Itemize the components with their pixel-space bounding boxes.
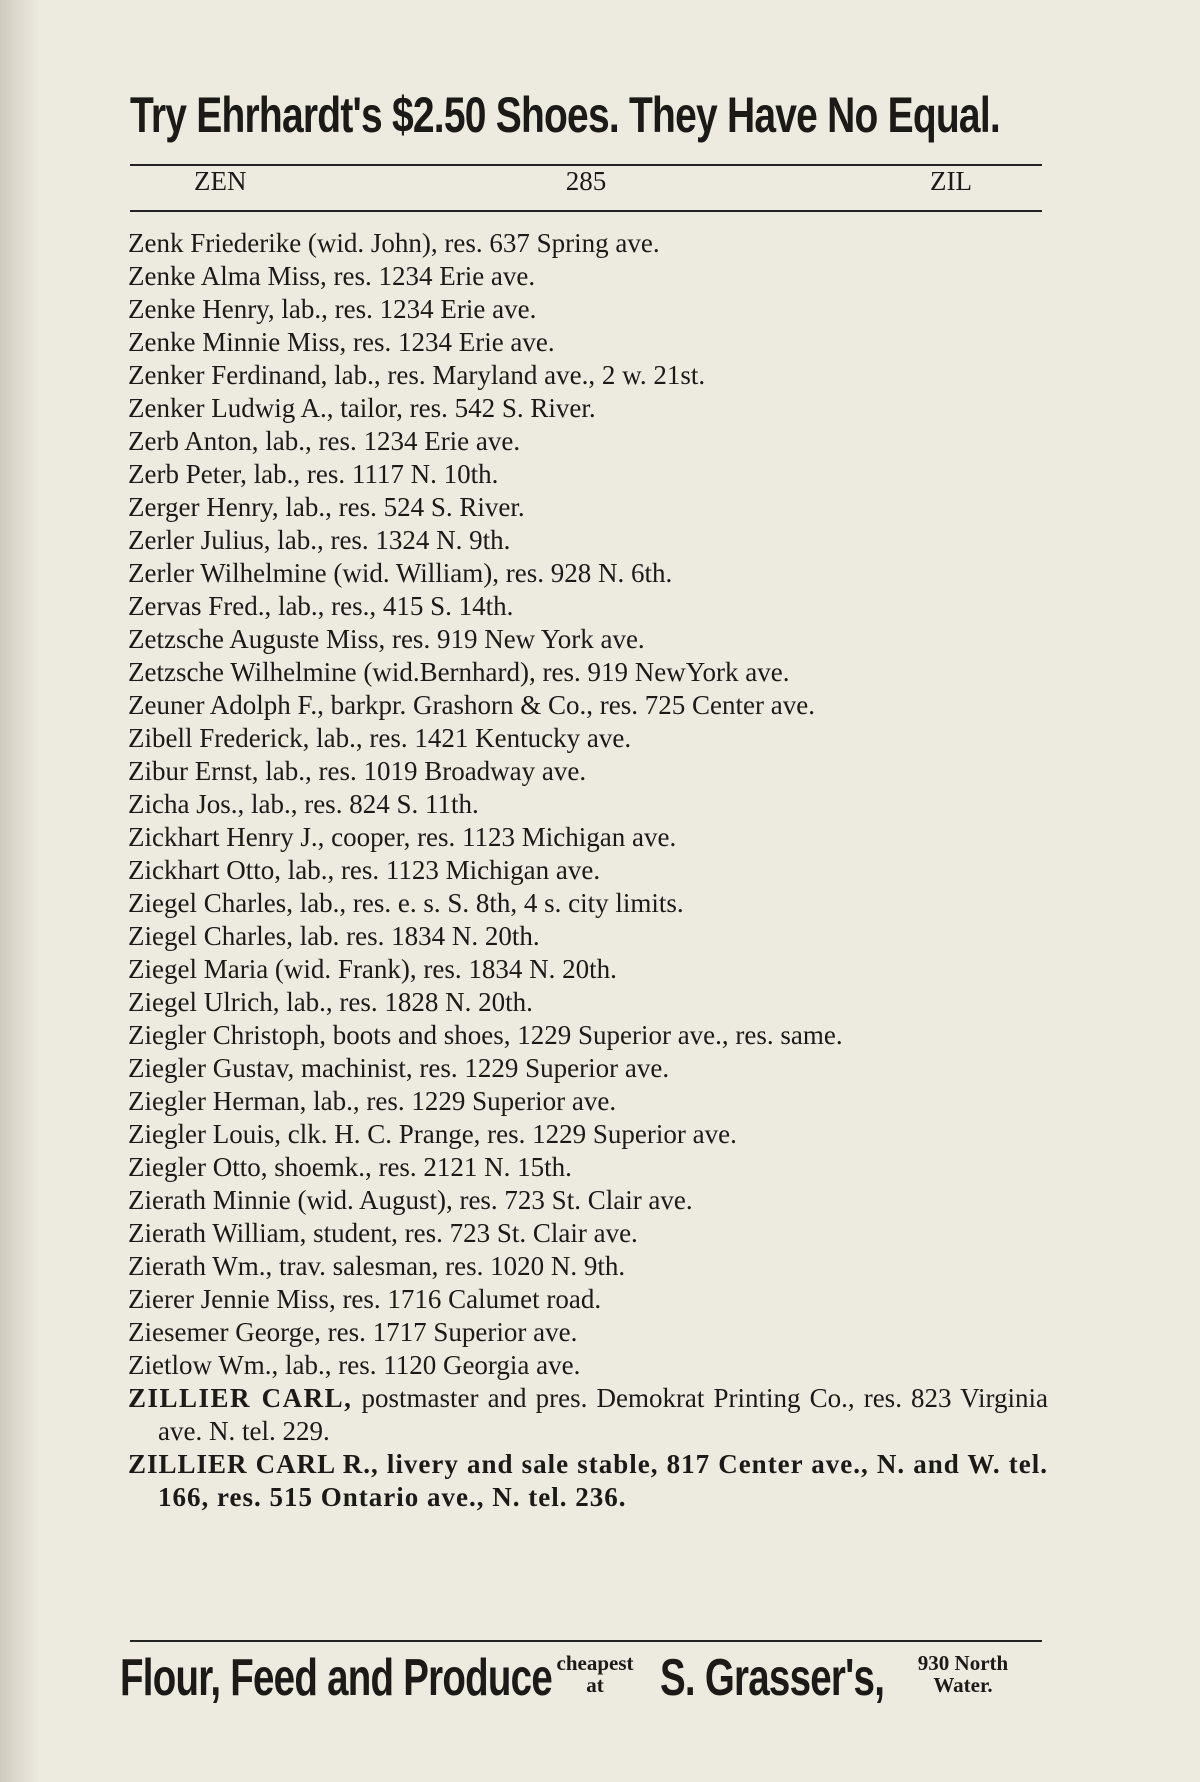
directory-entry: Zierer Jennie Miss, res. 1716 Calumet road. (128, 1284, 602, 1314)
directory-entry: Zibur Ernst, lab., res. 1019 Broadway ave. (128, 756, 587, 786)
bottom-advertisement-banner (120, 1648, 1080, 1708)
footer-ad-address (888, 1652, 1038, 1696)
directory-entry: Zierath Minnie (wid. August), res. 723 St. Clair ave. (128, 1185, 693, 1215)
directory-entry: Zerger Henry, lab., res. 524 S. River. (128, 492, 525, 522)
page-edge-shadow (0, 0, 40, 1782)
directory-entry: Ziegler Gustav, machinist, res. 1229 Superior ave. (128, 1053, 670, 1083)
directory-entry: Zierath Wm., trav. salesman, res. 1020 N. 9th. (128, 1251, 626, 1281)
entry-name-bold: ZILLIER CARL, (128, 1383, 353, 1413)
directory-entry: Zetzsche Wilhelmine (wid.Bernhard), res. 919 NewYork ave. (128, 657, 790, 687)
directory-entry: Zeuner Adolph F., barkpr. Grashorn & Co., res. 725 Center ave. (128, 690, 815, 720)
top-advertisement-banner: Try Ehrhardt's $2.50 Shoes. They Have No Equal. (130, 87, 1000, 143)
left-guide-word: ZEN (194, 166, 247, 196)
directory-entry: Zickhart Henry J., cooper, res. 1123 Michigan ave. (128, 822, 677, 852)
right-guide-word: ZIL (930, 166, 972, 196)
footer-ad-small-left (530, 1652, 660, 1696)
entry-details: postmaster and pres. Demokrat Printing Co., res. 823 Virginia ave. N. tel. 229. (158, 1383, 1049, 1446)
directory-entry: Ziegel Charles, lab. res. 1834 N. 20th. (128, 921, 540, 951)
directory-entry: Ziegel Ulrich, lab., res. 1828 N. 20th. (128, 987, 533, 1017)
footer-ad-address-line1: 930 North (917, 1651, 1009, 1675)
directory-entry: Ziegel Maria (wid. Frank), res. 1834 N. 20th. (128, 954, 617, 984)
header-rule-bottom (130, 210, 1042, 212)
directory-entry: Zickhart Otto, lab., res. 1123 Michigan ave. (128, 855, 601, 885)
running-head (130, 166, 1042, 202)
footer-ad-cheapest: cheapest (556, 1651, 634, 1675)
directory-entry: Zietlow Wm., lab., res. 1120 Georgia ave. (128, 1350, 581, 1380)
directory-entry: Zerb Peter, lab., res. 1117 N. 10th. (128, 459, 499, 489)
directory-entry: Ziegler Herman, lab., res. 1229 Superior ave. (128, 1086, 617, 1116)
directory-entry: Zerb Anton, lab., res. 1234 Erie ave. (128, 426, 521, 456)
directory-entry: Zenke Henry, lab., res. 1234 Erie ave. (128, 294, 537, 324)
directory-entry: Zerler Julius, lab., res. 1324 N. 9th. (128, 525, 511, 555)
directory-entry: Ziegel Charles, lab., res. e. s. S. 8th, 4 s. city limits. (128, 888, 684, 918)
directory-entry: Zierath William, student, res. 723 St. Clair ave. (128, 1218, 638, 1248)
directory-entry: Zenker Ludwig A., tailor, res. 542 S. River. (128, 393, 596, 423)
footer-ad-merchant-name: S. Grasser's, (660, 1649, 885, 1707)
directory-entry: Zetzsche Auguste Miss, res. 919 New York ave. (128, 624, 645, 654)
directory-entries (128, 227, 1048, 1514)
page-number: 285 (565, 166, 607, 196)
footer-ad-left-text: Flour, Feed and Produce (120, 1649, 552, 1707)
directory-entry: Ziegler Otto, shoemk., res. 2121 N. 15th. (128, 1152, 572, 1182)
directory-entry: Zervas Fred., lab., res., 415 S. 14th. (128, 591, 514, 621)
directory-entry: Ziegler Louis, clk. H. C. Prange, res. 1229 Superior ave. (128, 1119, 737, 1149)
directory-entry: Zenk Friederike (wid. John), res. 637 Spring ave. (128, 228, 660, 258)
footer-ad-at: at (586, 1673, 604, 1697)
directory-entry: Zenke Minnie Miss, res. 1234 Erie ave. (128, 327, 555, 357)
directory-entry-zillier-carl (128, 1382, 1048, 1448)
directory-entry: Zenker Ferdinand, lab., res. Maryland ave., 2 w. 21st. (128, 360, 706, 390)
directory-entry: Ziesemer George, res. 1717 Superior ave. (128, 1317, 578, 1347)
directory-entry: Zerler Wilhelmine (wid. William), res. 928 N. 6th. (128, 558, 673, 588)
footer-ad-address-line2: Water. (933, 1673, 993, 1697)
directory-entry: Ziegler Christoph, boots and shoes, 1229 Superior ave., res. same. (128, 1020, 843, 1050)
directory-entry: Zibell Frederick, lab., res. 1421 Kentucky ave. (128, 723, 632, 753)
directory-entry: Zenke Alma Miss, res. 1234 Erie ave. (128, 261, 536, 291)
directory-entry: Zicha Jos., lab., res. 824 S. 11th. (128, 789, 479, 819)
directory-entry-zillier-carl-r: ZILLIER CARL R., livery and sale stable, 817 Center ave., N. and W. tel. 166, res. 515 Ontario ave., N. tel. 236. (128, 1449, 1048, 1512)
footer-rule (130, 1640, 1042, 1642)
